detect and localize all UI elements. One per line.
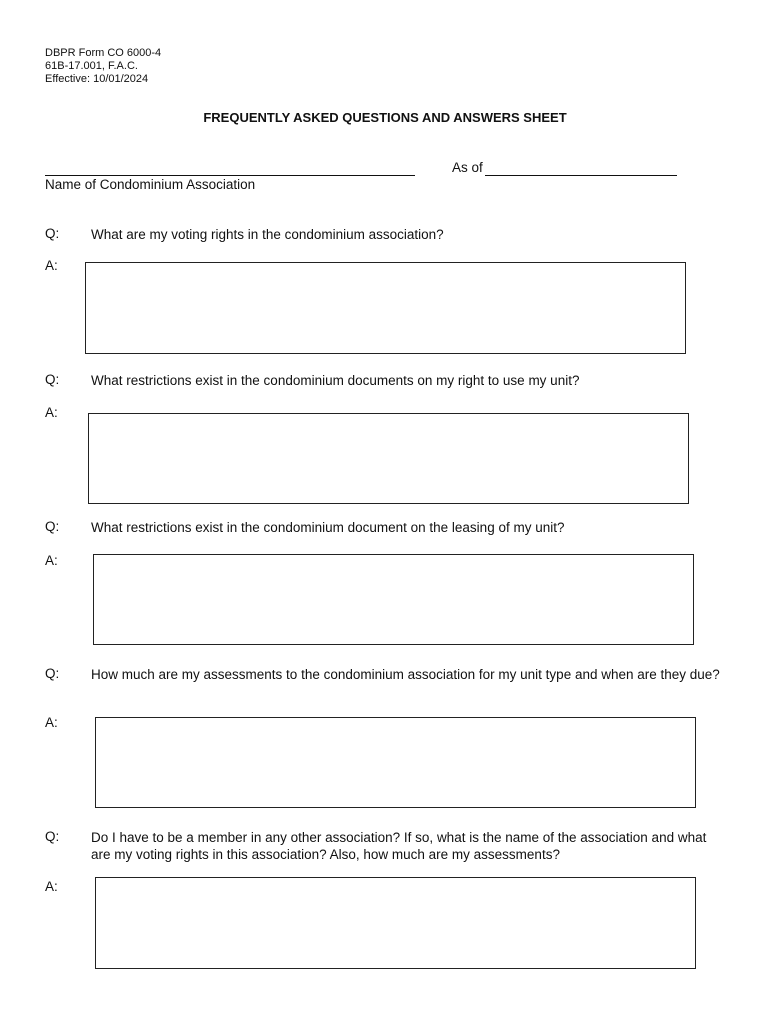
question-marker: Q:: [45, 372, 60, 387]
answer-marker: A:: [45, 715, 58, 730]
form-id: DBPR Form CO 6000-4: [45, 47, 162, 59]
question-3-text: What restrictions exist in the condominium document on the leasing of my unit?: [91, 520, 565, 535]
page-title: FREQUENTLY ASKED QUESTIONS AND ANSWERS SHEET: [203, 110, 567, 125]
answer-3-box[interactable]: [93, 554, 694, 645]
question-marker: Q:: [45, 829, 60, 844]
question-2-text: What restrictions exist in the condominium documents on my right to use my unit?: [91, 373, 580, 388]
answer-marker: A:: [45, 553, 58, 568]
question-5-text: Do I have to be a member in any other association? If so, what is the name of the association and what are my voting rights in this association? Also, how much are my assessments?: [91, 830, 707, 862]
question-4-text: How much are my assessments to the condominium association for my unit type and when are they due?: [91, 667, 720, 682]
association-name-label: Name of Condominium Association: [45, 177, 256, 192]
answer-4-box[interactable]: [95, 717, 696, 808]
question-marker: Q:: [45, 666, 60, 681]
answer-5-box[interactable]: [95, 877, 696, 969]
answer-2-box[interactable]: [88, 413, 689, 504]
question-marker: Q:: [45, 226, 60, 241]
effective-date: Effective: 10/01/2024: [45, 73, 149, 85]
as-of-label: As of: [452, 160, 483, 175]
question-1-text: What are my voting rights in the condominium association?: [91, 227, 444, 242]
answer-marker: A:: [45, 879, 58, 894]
question-marker: Q:: [45, 519, 60, 534]
answer-1-box[interactable]: [85, 262, 686, 354]
answer-marker: A:: [45, 258, 58, 273]
rule-reference: 61B-17.001, F.A.C.: [45, 60, 138, 72]
as-of-field[interactable]: [485, 175, 677, 176]
answer-marker: A:: [45, 405, 58, 420]
